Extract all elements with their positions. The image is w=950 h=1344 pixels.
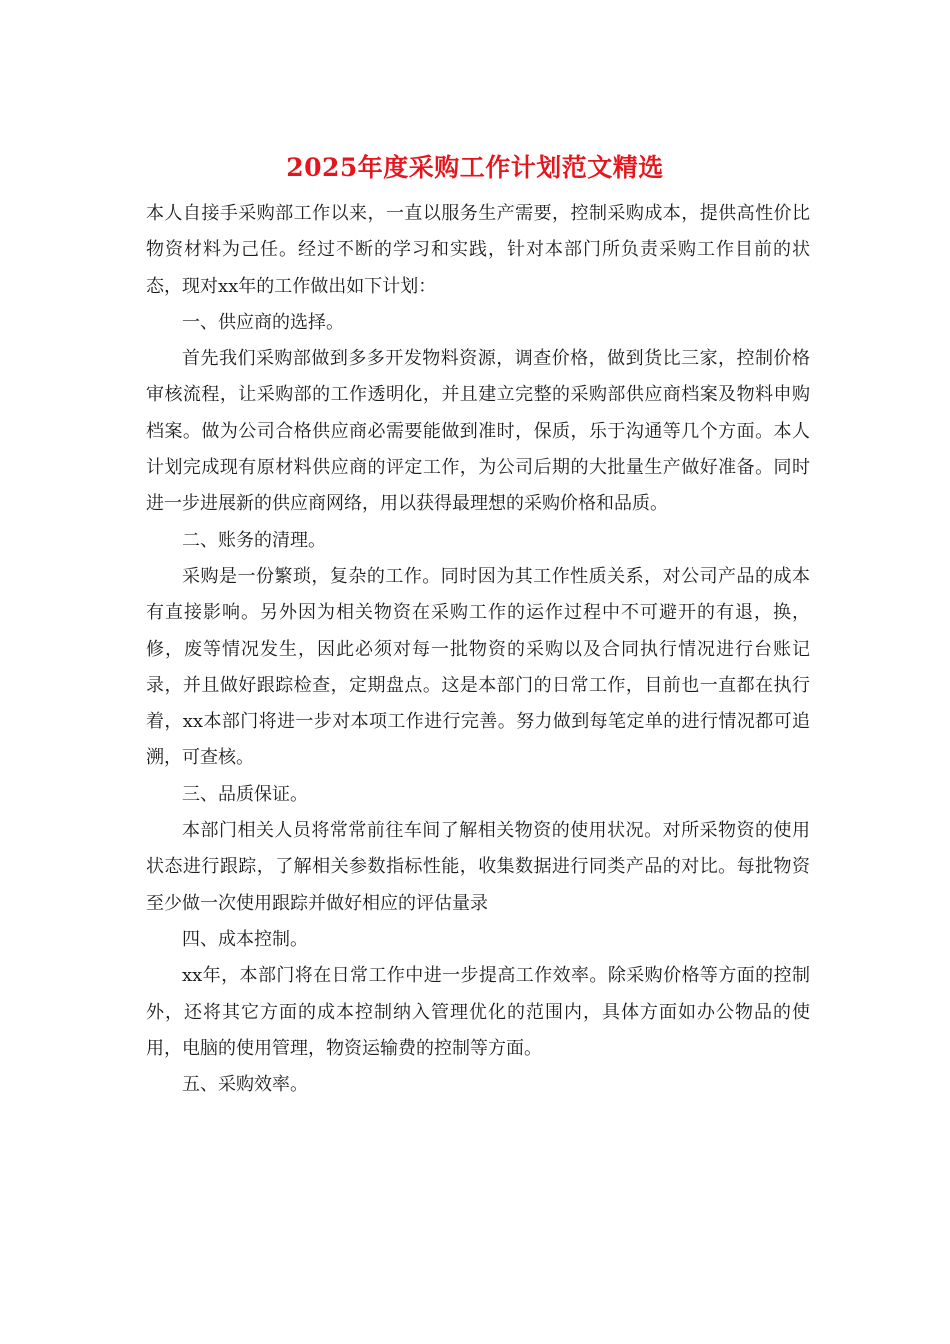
section-heading-efficiency: 五、采购效率。 [182,1074,308,1096]
section-heading-quality: 三、品质保证。 [182,783,308,805]
paragraph-intro: 本人自接手采购部工作以来，一直以服务生产需要，控制采购成本，提供高性价比物资材料为己任。经过不断的学习和实践，针对本部门所负责采购工作目前的状态，现对xx年的工作做出如下计划： [146,203,810,297]
document-body [146,196,810,1103]
paragraph-accounts: 采购是一份繁琐，复杂的工作。同时因为其工作性质关系，对公司产品的成本有直接影响。另外因为相关物资在采购工作的运作过程中不可避开的有退，换，修，废等情况发生，因此必须对每一批物资的采购以及合同执行情况进行台账记录，并且做好跟踪检查，定期盘点。这是本部门的日常工作，目前也一直都在执行着，xx本部门将进一步对本项工作进行完善。努力做到每笔定单的进行情况都可追溯，可查核。 [146,565,810,769]
paragraph-quality: 本部门相关人员将常常前往车间了解相关物资的使用状况。对所采物资的使用状态进行跟踪，了解相关参数指标性能，收集数据进行同类产品的对比。每批物资至少做一次使用跟踪并做好相应的评估量录 [146,820,810,914]
paragraph-supplier: 首先我们采购部做到多多开发物料资源，调查价格，做到货比三家，控制价格审核流程，让采购部的工作透明化，并且建立完整的采购部供应商档案及物料申购档案。做为公司合格供应商必需要能做到准时，保质，乐于沟通等几个方面。本人计划完成现有原材料供应商的评定工作，为公司后期的大批量生产做好准备。同时进一步进展新的供应商网络，用以获得最理想的采购价格和品质。 [146,348,810,515]
document-title: 2025年度采购工作计划范文精选 [286,153,664,182]
paragraph-cost: xx年，本部门将在日常工作中进一步提高工作效率。除采购价格等方面的控制外，还将其它方面的成本控制纳入管理优化的范围内，具体方面如办公物品的使用，电脑的使用管理，物资运输费的控制等方面。 [146,965,810,1059]
section-heading-accounts: 二、账务的清理。 [182,529,326,551]
section-heading-supplier: 一、供应商的选择。 [182,311,344,333]
section-heading-cost: 四、成本控制。 [182,928,308,950]
